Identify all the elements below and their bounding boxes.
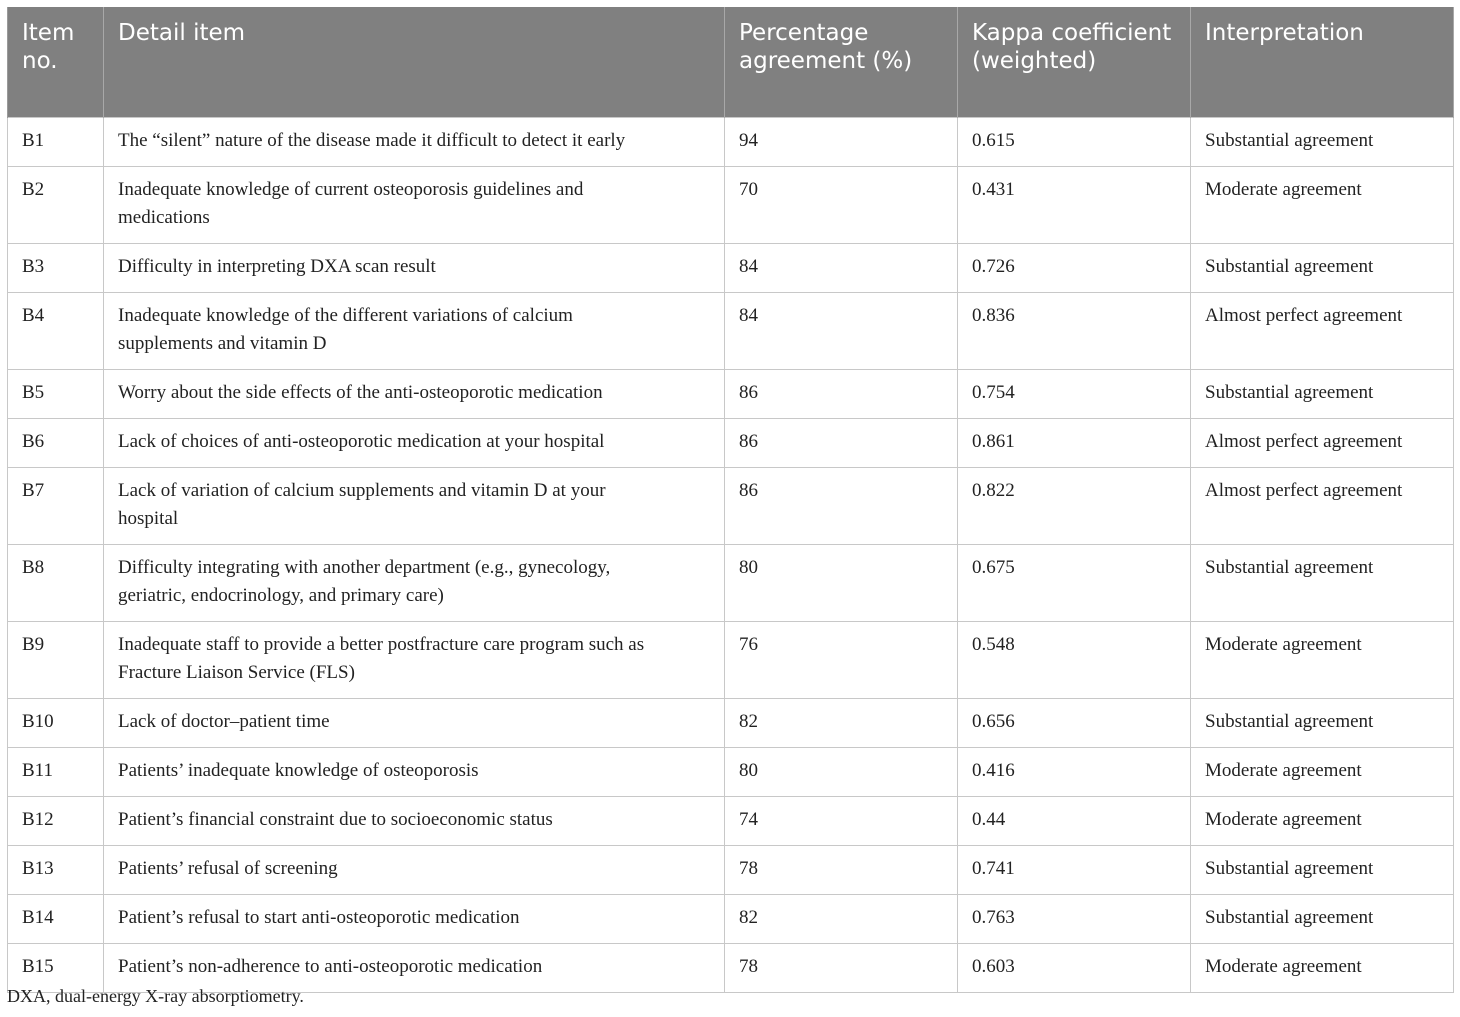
- cell-kappa: 0.416: [958, 748, 1191, 797]
- header-percentage-agreement: Percentage agreement (%): [725, 7, 958, 118]
- cell-interpretation: Almost perfect agreement: [1191, 468, 1454, 545]
- cell-item-no: B5: [8, 370, 104, 419]
- table-row: [8, 419, 1454, 468]
- table-row: [8, 699, 1454, 748]
- cell-interpretation: Moderate agreement: [1191, 797, 1454, 846]
- cell-detail: Lack of choices of anti-osteoporotic medication at your hospital: [104, 419, 725, 468]
- cell-interpretation: Substantial agreement: [1191, 118, 1454, 167]
- cell-interpretation: Substantial agreement: [1191, 545, 1454, 622]
- cell-percentage: 80: [725, 748, 958, 797]
- cell-interpretation: Substantial agreement: [1191, 699, 1454, 748]
- cell-percentage: 70: [725, 167, 958, 244]
- cell-detail: Inadequate knowledge of the different variations of calcium supplements and vitamin D: [104, 293, 725, 370]
- cell-interpretation: Substantial agreement: [1191, 895, 1454, 944]
- cell-kappa: 0.615: [958, 118, 1191, 167]
- cell-kappa: 0.656: [958, 699, 1191, 748]
- cell-percentage: 84: [725, 293, 958, 370]
- cell-interpretation: Substantial agreement: [1191, 846, 1454, 895]
- table-row: [8, 622, 1454, 699]
- cell-interpretation: Moderate agreement: [1191, 944, 1454, 993]
- cell-interpretation: Substantial agreement: [1191, 244, 1454, 293]
- cell-item-no: B15: [8, 944, 104, 993]
- table-row: [8, 748, 1454, 797]
- cell-percentage: 84: [725, 244, 958, 293]
- cell-kappa: 0.675: [958, 545, 1191, 622]
- cell-percentage: 82: [725, 699, 958, 748]
- cell-detail: Difficulty in interpreting DXA scan result: [104, 244, 725, 293]
- cell-percentage: 86: [725, 468, 958, 545]
- table-header: [8, 7, 1454, 118]
- cell-item-no: B3: [8, 244, 104, 293]
- cell-interpretation: Moderate agreement: [1191, 748, 1454, 797]
- cell-percentage: 78: [725, 846, 958, 895]
- table-row: [8, 244, 1454, 293]
- cell-item-no: B9: [8, 622, 104, 699]
- table-body: [8, 118, 1454, 993]
- cell-item-no: B6: [8, 419, 104, 468]
- cell-kappa: 0.603: [958, 944, 1191, 993]
- cell-item-no: B11: [8, 748, 104, 797]
- table-row: [8, 797, 1454, 846]
- cell-detail: Patient’s refusal to start anti-osteoporotic medication: [104, 895, 725, 944]
- cell-item-no: B1: [8, 118, 104, 167]
- cell-detail: Worry about the side effects of the anti-osteoporotic medication: [104, 370, 725, 419]
- cell-interpretation: Substantial agreement: [1191, 370, 1454, 419]
- header-kappa-coefficient: Kappa coefficient (weighted): [958, 7, 1191, 118]
- agreement-table-container: [7, 7, 1453, 993]
- cell-kappa: 0.822: [958, 468, 1191, 545]
- cell-percentage: 86: [725, 370, 958, 419]
- cell-item-no: B8: [8, 545, 104, 622]
- cell-item-no: B2: [8, 167, 104, 244]
- table-footnote: DXA, dual-energy X-ray absorptiometry.: [7, 986, 304, 1006]
- cell-kappa: 0.754: [958, 370, 1191, 419]
- header-item-no: Item no.: [8, 7, 104, 118]
- cell-percentage: 86: [725, 419, 958, 468]
- cell-kappa: 0.44: [958, 797, 1191, 846]
- cell-percentage: 78: [725, 944, 958, 993]
- cell-item-no: B10: [8, 699, 104, 748]
- cell-detail: Patient’s non-adherence to anti-osteoporotic medication: [104, 944, 725, 993]
- cell-percentage: 80: [725, 545, 958, 622]
- header-row: [8, 7, 1454, 118]
- cell-kappa: 0.741: [958, 846, 1191, 895]
- cell-detail: The “silent” nature of the disease made it difficult to detect it early: [104, 118, 725, 167]
- cell-item-no: B14: [8, 895, 104, 944]
- cell-item-no: B4: [8, 293, 104, 370]
- table-row: [8, 167, 1454, 244]
- cell-detail: Inadequate staff to provide a better postfracture care program such as Fracture Liaison Service (FLS): [104, 622, 725, 699]
- cell-percentage: 82: [725, 895, 958, 944]
- header-interpretation: Interpretation: [1191, 7, 1454, 118]
- cell-detail: Patients’ inadequate knowledge of osteoporosis: [104, 748, 725, 797]
- agreement-table: [7, 7, 1454, 993]
- table-row: [8, 293, 1454, 370]
- cell-kappa: 0.548: [958, 622, 1191, 699]
- cell-interpretation: Moderate agreement: [1191, 622, 1454, 699]
- table-row: [8, 370, 1454, 419]
- header-detail-item: Detail item: [104, 7, 725, 118]
- cell-percentage: 94: [725, 118, 958, 167]
- cell-kappa: 0.861: [958, 419, 1191, 468]
- cell-interpretation: Almost perfect agreement: [1191, 419, 1454, 468]
- cell-kappa: 0.726: [958, 244, 1191, 293]
- table-row: [8, 118, 1454, 167]
- cell-detail: Lack of doctor–patient time: [104, 699, 725, 748]
- cell-detail: Patients’ refusal of screening: [104, 846, 725, 895]
- cell-kappa: 0.431: [958, 167, 1191, 244]
- cell-detail: Lack of variation of calcium supplements and vitamin D at your hospital: [104, 468, 725, 545]
- table-row: [8, 846, 1454, 895]
- cell-kappa: 0.763: [958, 895, 1191, 944]
- cell-item-no: B12: [8, 797, 104, 846]
- cell-percentage: 76: [725, 622, 958, 699]
- cell-detail: Patient’s financial constraint due to socioeconomic status: [104, 797, 725, 846]
- cell-interpretation: Moderate agreement: [1191, 167, 1454, 244]
- cell-interpretation: Almost perfect agreement: [1191, 293, 1454, 370]
- cell-item-no: B13: [8, 846, 104, 895]
- cell-item-no: B7: [8, 468, 104, 545]
- cell-kappa: 0.836: [958, 293, 1191, 370]
- cell-detail: Inadequate knowledge of current osteoporosis guidelines and medications: [104, 167, 725, 244]
- cell-percentage: 74: [725, 797, 958, 846]
- table-row: [8, 545, 1454, 622]
- table-row: [8, 468, 1454, 545]
- table-row: [8, 895, 1454, 944]
- cell-detail: Difficulty integrating with another department (e.g., gynecology, geriatric, endocrinology, and primary care): [104, 545, 725, 622]
